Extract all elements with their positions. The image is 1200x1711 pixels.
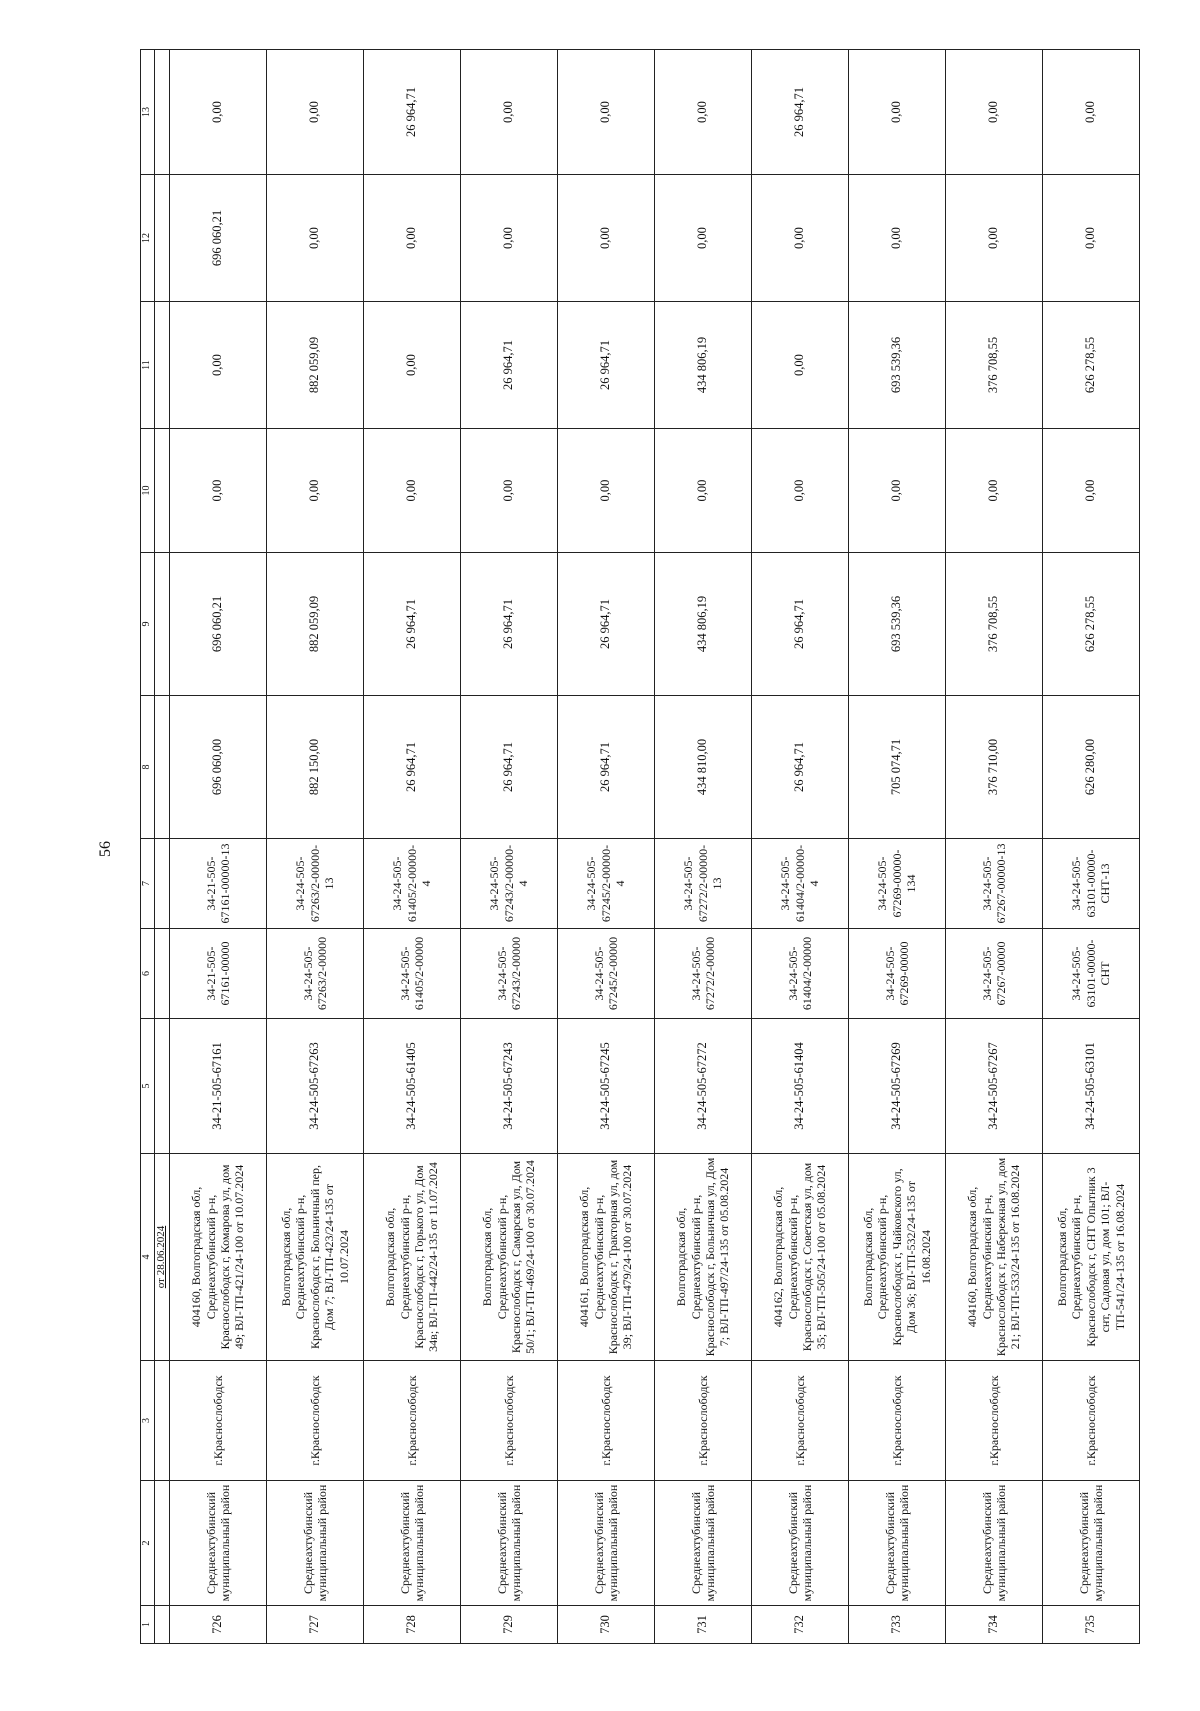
column-number: 6	[141, 929, 155, 1019]
amount-cell: 0,00	[169, 429, 266, 553]
district-cell: Среднеахтубинский муниципальный район	[363, 1481, 460, 1606]
amount-cell: 882 059,09	[266, 553, 363, 696]
amount-cell: 626 278,55	[1042, 302, 1139, 429]
code-cell: 34-24-505-67245/2-00000	[557, 929, 654, 1019]
amount-cell: 0,00	[945, 175, 1042, 302]
district-cell: Среднеахтубинский муниципальный район	[266, 1481, 363, 1606]
amount-cell: 882 150,00	[266, 696, 363, 839]
row-number-cell: 734	[945, 1606, 1042, 1644]
amount-cell: 882 059,09	[266, 302, 363, 429]
amount-cell: 0,00	[266, 429, 363, 553]
settlement-cell: г.Краснослободск	[557, 1361, 654, 1481]
code-cell: 34-24-505-67243/2-00000-4	[460, 839, 557, 929]
district-cell: Среднеахтубинский муниципальный район	[945, 1481, 1042, 1606]
amount-cell: 0,00	[945, 429, 1042, 553]
amount-cell: 0,00	[848, 429, 945, 553]
amount-cell: 434 810,00	[654, 696, 751, 839]
amount-cell: 26 964,71	[557, 696, 654, 839]
amount-cell: 26 964,71	[460, 553, 557, 696]
district-cell: Среднеахтубинский муниципальный район	[169, 1481, 266, 1606]
continuation-cell	[154, 553, 169, 696]
amount-cell: 26 964,71	[751, 696, 848, 839]
column-number: 8	[141, 696, 155, 839]
column-number: 7	[141, 839, 155, 929]
amount-cell: 434 806,19	[654, 302, 751, 429]
column-number: 1	[141, 1606, 155, 1644]
continuation-cell	[154, 696, 169, 839]
code-cell: 34-24-505-63101-00000-СНТ-13	[1042, 839, 1139, 929]
column-number: 3	[141, 1361, 155, 1481]
amount-cell: 0,00	[1042, 175, 1139, 302]
code-cell: 34-24-505-67267	[945, 1019, 1042, 1154]
amount-cell: 26 964,71	[363, 553, 460, 696]
column-number: 2	[141, 1481, 155, 1606]
code-cell: 34-24-505-61405	[363, 1019, 460, 1154]
continuation-cell	[154, 1481, 169, 1606]
settlement-cell: г.Краснослободск	[169, 1361, 266, 1481]
amount-cell: 693 539,36	[848, 553, 945, 696]
amount-cell: 26 964,71	[557, 553, 654, 696]
code-cell: 34-24-505-67269-00000-134	[848, 839, 945, 929]
settlement-cell: г.Краснослободск	[1042, 1361, 1139, 1481]
address-cell: 404162, Волгоградская обл, Среднеахтубинский р-н, Краснослободск г, Советская ул, дом 35; ВЛ-ТП-505/24-100 от 05.08.2024	[751, 1154, 848, 1361]
amount-cell: 693 539,36	[848, 302, 945, 429]
amount-cell: 0,00	[654, 175, 751, 302]
continuation-cell	[154, 1361, 169, 1481]
continuation-cell	[154, 302, 169, 429]
code-cell: 34-24-505-61404/2-00000	[751, 929, 848, 1019]
address-cell: 404160, Волгоградская обл, Среднеахтубинский р-н, Краснослободск г, Набережная ул, дом 21; ВЛ-ТП-533/24-135 от 16.08.2024	[945, 1154, 1042, 1361]
amount-cell: 0,00	[751, 175, 848, 302]
table-body	[141, 50, 1140, 1644]
amount-cell: 26 964,71	[460, 696, 557, 839]
amount-cell: 0,00	[848, 175, 945, 302]
amount-cell: 376 710,00	[945, 696, 1042, 839]
amount-cell: 626 278,55	[1042, 553, 1139, 696]
settlement-cell: г.Краснослободск	[945, 1361, 1042, 1481]
table-row	[848, 50, 945, 1644]
amount-cell: 0,00	[266, 50, 363, 175]
amount-cell: 696 060,21	[169, 553, 266, 696]
amount-cell: 26 964,71	[460, 302, 557, 429]
code-cell: 34-24-505-67272/2-00000	[654, 929, 751, 1019]
amount-cell: 0,00	[751, 302, 848, 429]
code-cell: 34-24-505-61404/2-00000-4	[751, 839, 848, 929]
settlement-cell: г.Краснослободск	[460, 1361, 557, 1481]
continuation-cell	[154, 839, 169, 929]
code-cell: 34-24-505-67245	[557, 1019, 654, 1154]
settlement-cell: г.Краснослободск	[266, 1361, 363, 1481]
amount-cell: 0,00	[363, 429, 460, 553]
table-row	[266, 50, 363, 1644]
code-cell: 34-24-505-61404	[751, 1019, 848, 1154]
code-cell: 34-24-505-67269-00000	[848, 929, 945, 1019]
district-cell: Среднеахтубинский муниципальный район	[460, 1481, 557, 1606]
table-row	[169, 50, 266, 1644]
continuation-cell	[154, 929, 169, 1019]
amount-cell: 376 708,55	[945, 553, 1042, 696]
amount-cell: 0,00	[848, 50, 945, 175]
address-cell: 404160, Волгоградская обл, Среднеахтубинский р-н, Краснослободск г, Комарова ул, дом 49; ВЛ-ТП-421/24-100 от 10.07.2024	[169, 1154, 266, 1361]
amount-cell: 0,00	[169, 302, 266, 429]
column-number: 4	[141, 1154, 155, 1361]
code-cell: 34-21-505-67161	[169, 1019, 266, 1154]
address-cell: Волгоградская обл, Среднеахтубинский р-н, Краснослободск г, Самарская ул, Дом 50/1; ВЛ-ТП-469/24-100 от 30.07.2024	[460, 1154, 557, 1361]
amount-cell: 434 806,19	[654, 553, 751, 696]
amount-cell: 26 964,71	[751, 553, 848, 696]
table-row	[363, 50, 460, 1644]
amount-cell: 26 964,71	[363, 50, 460, 175]
column-number: 11	[141, 302, 155, 429]
settlement-cell: г.Краснослободск	[751, 1361, 848, 1481]
amount-cell: 0,00	[751, 429, 848, 553]
amount-cell: 0,00	[460, 429, 557, 553]
amount-cell: 626 280,00	[1042, 696, 1139, 839]
code-cell: 34-21-505-67161-00000-13	[169, 839, 266, 929]
code-cell: 34-24-505-67267-00000	[945, 929, 1042, 1019]
district-cell: Среднеахтубинский муниципальный район	[654, 1481, 751, 1606]
column-numbers-row	[141, 50, 155, 1644]
code-cell: 34-24-505-67269	[848, 1019, 945, 1154]
amount-cell: 376 708,55	[945, 302, 1042, 429]
code-cell: 34-24-505-63101-00000-СНТ	[1042, 929, 1139, 1019]
table-row	[751, 50, 848, 1644]
settlement-cell: г.Краснослободск	[654, 1361, 751, 1481]
registry-table	[140, 49, 1140, 1644]
code-cell: 34-24-505-63101	[1042, 1019, 1139, 1154]
amount-cell: 696 060,21	[169, 175, 266, 302]
table-row	[654, 50, 751, 1644]
continuation-cell	[154, 1019, 169, 1154]
table-row	[460, 50, 557, 1644]
settlement-cell: г.Краснослободск	[848, 1361, 945, 1481]
address-cell: Волгоградская обл, Среднеахтубинский р-н, Краснослободск г, СНТ Опытник 3 снт, Садовая ул, дом 101; ВЛ-ТП-541/24-135 от 16.08.2024	[1042, 1154, 1139, 1361]
row-number-cell: 731	[654, 1606, 751, 1644]
row-number-cell: 729	[460, 1606, 557, 1644]
address-cell: Волгоградская обл, Среднеахтубинский р-н, Краснослободск г, Больничная ул, Дом 7; ВЛ-ТП-497/24-135 от 05.08.2024	[654, 1154, 751, 1361]
amount-cell: 26 964,71	[751, 50, 848, 175]
district-cell: Среднеахтубинский муниципальный район	[751, 1481, 848, 1606]
amount-cell: 0,00	[1042, 429, 1139, 553]
amount-cell: 0,00	[460, 50, 557, 175]
amount-cell: 696 060,00	[169, 696, 266, 839]
row-number-cell: 730	[557, 1606, 654, 1644]
code-cell: 34-24-505-67272/2-00000-13	[654, 839, 751, 929]
continuation-cell	[154, 1606, 169, 1644]
code-cell: 34-24-505-67245/2-00000-4	[557, 839, 654, 929]
amount-cell: 0,00	[169, 50, 266, 175]
address-cell: Волгоградская обл, Среднеахтубинский р-н, Краснослободск г, Горького ул, Дом 34в; ВЛ-ТП-442/24-135 от 11.07.2024	[363, 1154, 460, 1361]
column-number: 12	[141, 175, 155, 302]
continuation-cell	[154, 429, 169, 553]
settlement-cell: г.Краснослободск	[363, 1361, 460, 1481]
rotated-table-container	[140, 50, 1140, 1644]
amount-cell: 0,00	[363, 175, 460, 302]
code-cell: 34-24-505-67267-00000-13	[945, 839, 1042, 929]
page-number: 56	[97, 841, 114, 857]
amount-cell: 0,00	[654, 50, 751, 175]
code-cell: 34-24-505-67272	[654, 1019, 751, 1154]
code-cell: 34-21-505-67161-00000	[169, 929, 266, 1019]
amount-cell: 26 964,71	[363, 696, 460, 839]
code-cell: 34-24-505-67263/2-00000-13	[266, 839, 363, 929]
address-cell: Волгоградская обл, Среднеахтубинский р-н, Краснослободск г, Больничный пер, Дом 7; ВЛ-ТП-423/24-135 от 10.07.2024	[266, 1154, 363, 1361]
row-number-cell: 728	[363, 1606, 460, 1644]
row-number-cell: 733	[848, 1606, 945, 1644]
code-cell: 34-24-505-61405/2-00000	[363, 929, 460, 1019]
table-row	[557, 50, 654, 1644]
column-number: 9	[141, 553, 155, 696]
table-row	[1042, 50, 1139, 1644]
amount-cell: 0,00	[1042, 50, 1139, 175]
amount-cell: 0,00	[460, 175, 557, 302]
row-number-cell: 732	[751, 1606, 848, 1644]
amount-cell: 26 964,71	[557, 302, 654, 429]
column-number: 5	[141, 1019, 155, 1154]
amount-cell: 0,00	[363, 302, 460, 429]
district-cell: Среднеахтубинский муниципальный район	[1042, 1481, 1139, 1606]
amount-cell: 0,00	[557, 175, 654, 302]
row-number-cell: 727	[266, 1606, 363, 1644]
address-cell: 404161, Волгоградская обл, Среднеахтубинский р-н, Краснослободск г, Тракторная ул, дом 39; ВЛ-ТП-479/24-100 от 30.07.2024	[557, 1154, 654, 1361]
code-cell: 34-24-505-61405/2-00000-4	[363, 839, 460, 929]
continuation-row	[154, 50, 169, 1644]
amount-cell: 0,00	[557, 50, 654, 175]
code-cell: 34-24-505-67263	[266, 1019, 363, 1154]
district-cell: Среднеахтубинский муниципальный район	[557, 1481, 654, 1606]
amount-cell: 0,00	[945, 50, 1042, 175]
code-cell: 34-24-505-67263/2-00000	[266, 929, 363, 1019]
address-cell: Волгоградская обл, Среднеахтубинский р-н, Краснослободск г, Чайковского ул, Дом 36; ВЛ-ТП-532/24-135 от 16.08.2024	[848, 1154, 945, 1361]
continuation-cell	[154, 175, 169, 302]
amount-cell: 705 074,71	[848, 696, 945, 839]
code-cell: 34-24-505-67243	[460, 1019, 557, 1154]
column-number: 10	[141, 429, 155, 553]
row-number-cell: 735	[1042, 1606, 1139, 1644]
table-row	[945, 50, 1042, 1644]
continuation-cell	[154, 50, 169, 175]
amount-cell: 0,00	[266, 175, 363, 302]
amount-cell: 0,00	[557, 429, 654, 553]
code-cell: 34-24-505-67243/2-00000	[460, 929, 557, 1019]
continuation-text: от 28.06.2024	[154, 1154, 169, 1361]
column-number: 13	[141, 50, 155, 175]
amount-cell: 0,00	[654, 429, 751, 553]
district-cell: Среднеахтубинский муниципальный район	[848, 1481, 945, 1606]
row-number-cell: 726	[169, 1606, 266, 1644]
